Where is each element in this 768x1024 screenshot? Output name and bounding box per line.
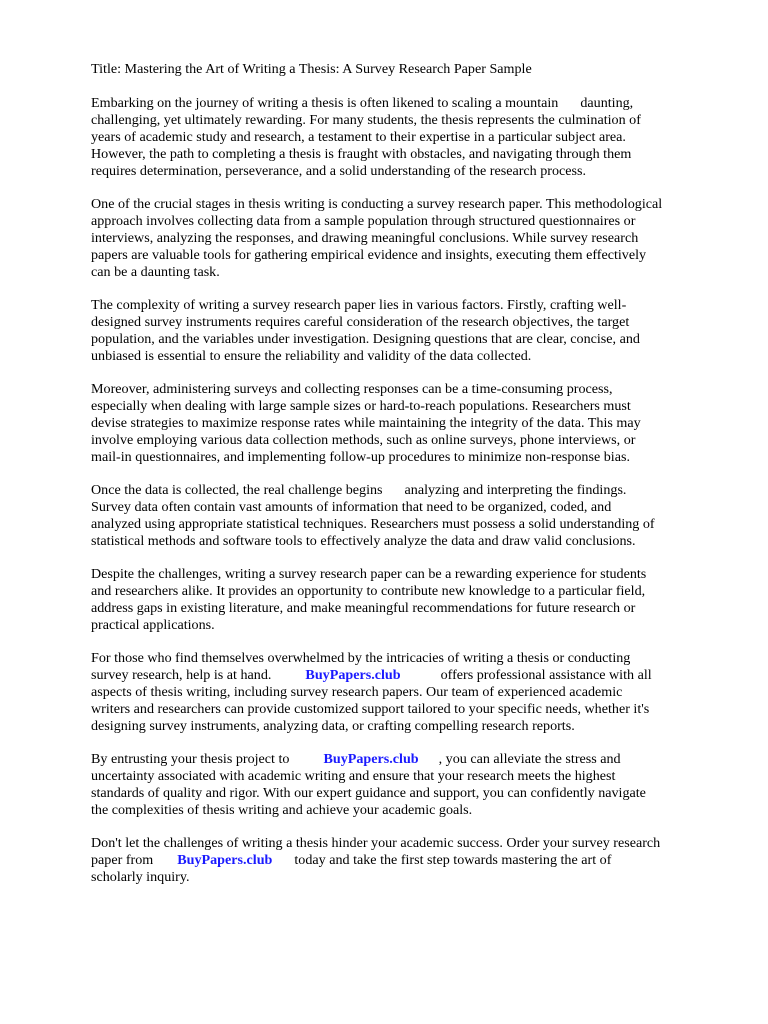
- paragraph-line: can be a daunting task.: [91, 264, 220, 280]
- paragraph-line: However, the path to completing a thesis is fraught with obstacles, and navigating through them: [91, 146, 632, 162]
- paragraph-line: challenging, yet ultimately rewarding. For many students, the thesis represents the culmination of: [91, 112, 641, 128]
- paragraph-line: the complexities of thesis writing and achieve your academic goals.: [91, 802, 473, 818]
- paragraph-line: years of academic study and research, a testament to their expertise in a particular subject area.: [91, 129, 626, 145]
- paragraph-line: mail-in questionnaires, and implementing follow-up procedures to minimize non-response bias.: [91, 449, 630, 465]
- paragraph-4: [91, 381, 731, 466]
- paragraph-8: [91, 751, 731, 819]
- paragraph-line: Survey data often contain vast amounts of information that need to be organized, coded, and: [91, 499, 612, 515]
- paragraph-line: designed survey instruments requires careful consideration of the research objectives, the target: [91, 314, 630, 330]
- paragraph-line: address gaps in existing literature, and make meaningful recommendations for future research or: [91, 600, 636, 616]
- paragraph-line: Once the data is collected, the real challenge begins analyzing and interpreting the findings.: [91, 482, 627, 498]
- paragraph-line: especially when dealing with large sample sizes or hard-to-reach populations. Researchers must: [91, 398, 631, 414]
- document-title: Title: Mastering the Art of Writing a Thesis: A Survey Research Paper Sample: [91, 61, 532, 77]
- paragraph-line: devise strategies to maximize response rates while maintaining the integrity of the data. This may: [91, 415, 641, 431]
- paragraph-line: interviews, analyzing the responses, and drawing meaningful conclusions. While survey research: [91, 230, 639, 246]
- buypapers-link[interactable]: BuyPapers.club: [323, 751, 419, 767]
- paragraph-line: analyzed using appropriate statistical techniques. Researchers must possess a solid understanding of: [91, 516, 655, 532]
- paragraph-line: For those who find themselves overwhelmed by the intricacies of writing a thesis or conducting: [91, 650, 631, 666]
- paragraph-1: [91, 95, 731, 180]
- paragraph-2: [91, 196, 731, 281]
- paragraph-line: By entrusting your thesis project to BuyPapers.club , you can alleviate the stress and: [91, 751, 621, 767]
- buypapers-link[interactable]: BuyPapers.club: [177, 852, 273, 868]
- paragraph-line: practical applications.: [91, 617, 215, 633]
- paragraph-line: writers and researchers can provide customized support tailored to your specific needs, whether it's: [91, 701, 650, 717]
- paragraph-line: involve employing various data collection methods, such as online surveys, phone interviews, or: [91, 432, 636, 448]
- paragraph-6: [91, 566, 731, 634]
- paragraph-line: Embarking on the journey of writing a thesis is often likened to scaling a mountain daunting,: [91, 95, 634, 111]
- buypapers-link[interactable]: BuyPapers.club: [305, 667, 401, 683]
- paragraph-line: paper from BuyPapers.club today and take the first step towards mastering the art of: [91, 852, 612, 868]
- paragraph-line: and researchers alike. It provides an opportunity to contribute new knowledge to a particular field,: [91, 583, 646, 599]
- paragraph-line: Despite the challenges, writing a survey research paper can be a rewarding experience for students: [91, 566, 647, 582]
- paragraph-line: Don't let the challenges of writing a thesis hinder your academic success. Order your survey research: [91, 835, 661, 851]
- paragraph-7: [91, 650, 731, 735]
- paragraph-5: [91, 482, 731, 550]
- paragraph-line: statistical methods and software tools to effectively analyze the data and draw valid conclusions.: [91, 533, 636, 549]
- paragraph-line: The complexity of writing a survey research paper lies in various factors. Firstly, crafting well-: [91, 297, 627, 313]
- paragraph-line: Moreover, administering surveys and collecting responses can be a time-consuming process,: [91, 381, 613, 397]
- paragraph-line: scholarly inquiry.: [91, 869, 190, 885]
- paragraph-line: requires determination, perseverance, and a solid understanding of the research process.: [91, 163, 587, 179]
- paragraph-line: standards of quality and rigor. With our expert guidance and support, you can confidently navigate: [91, 785, 646, 801]
- paragraph-line: designing survey instruments, analyzing data, or crafting compelling research reports.: [91, 718, 575, 734]
- paragraph-line: population, and the variables under investigation. Designing questions that are clear, concise, and: [91, 331, 640, 347]
- paragraph-line: unbiased is essential to ensure the reliability and validity of the data collected.: [91, 348, 532, 364]
- paragraph-line: One of the crucial stages in thesis writing is conducting a survey research paper. This methodological: [91, 196, 663, 212]
- paragraph-line: uncertainty associated with academic writing and ensure that your research meets the highest: [91, 768, 616, 784]
- paragraph-line: survey research, help is at hand. BuyPapers.club offers professional assistance with all: [91, 667, 652, 683]
- paragraph-line: papers are valuable tools for gathering empirical evidence and insights, executing them effectively: [91, 247, 647, 263]
- paragraph-3: [91, 297, 731, 365]
- paragraph-line: aspects of thesis writing, including survey research papers. Our team of experienced academic: [91, 684, 623, 700]
- paragraph-line: approach involves collecting data from a sample population through structured questionnaires or: [91, 213, 636, 229]
- paragraph-9: [91, 835, 731, 886]
